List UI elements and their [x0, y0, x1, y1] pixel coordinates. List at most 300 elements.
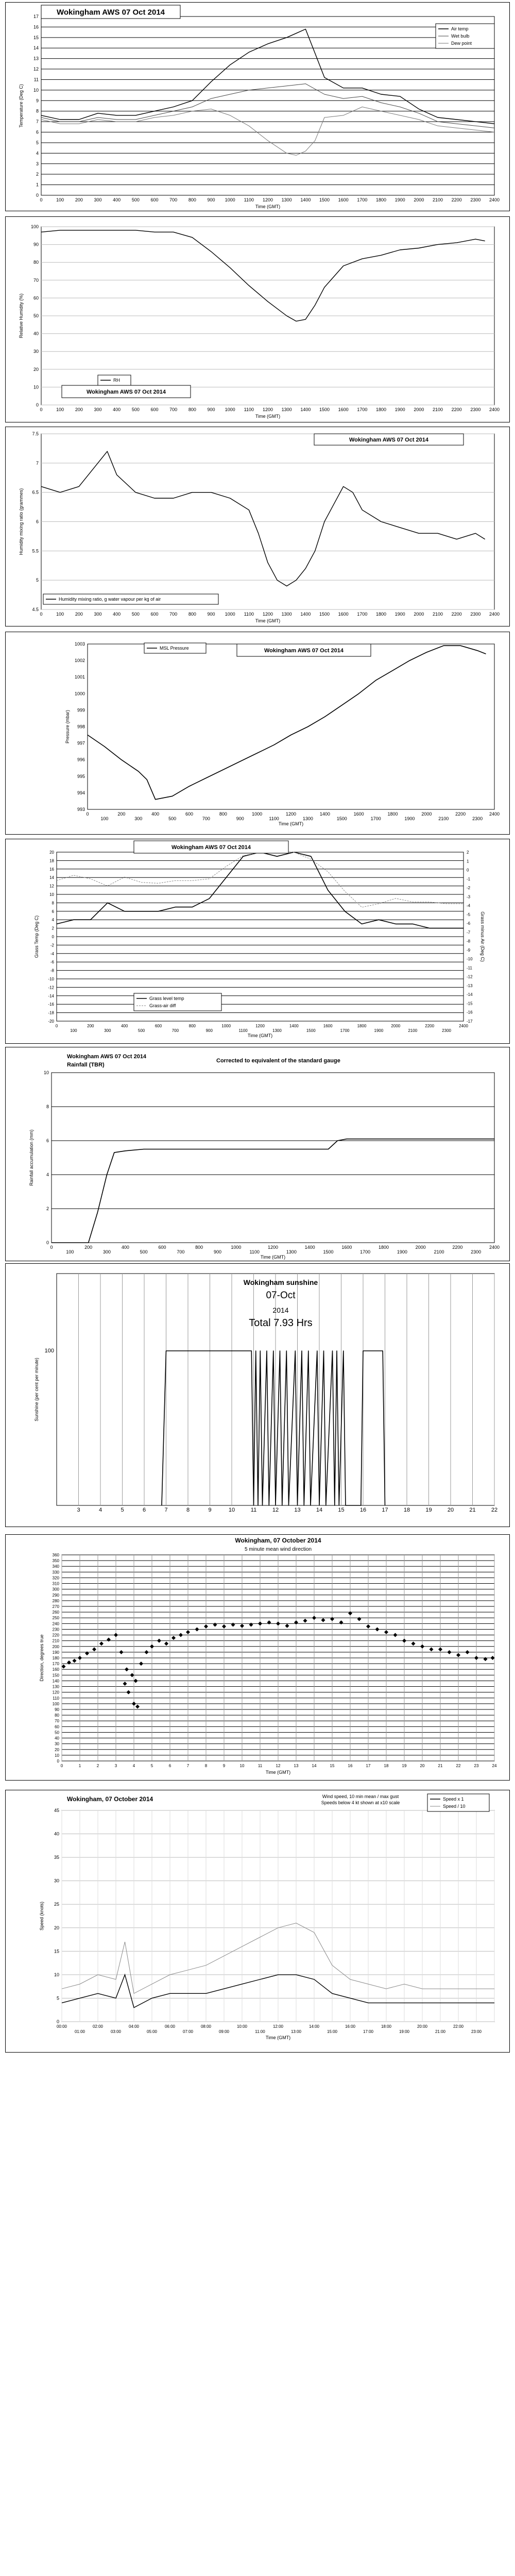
x-tick-label: 200 [75, 197, 83, 202]
y2-tick-label: -1 [467, 876, 471, 882]
chart-title: Wokingham, 07 October 2014 [67, 1795, 153, 1803]
x-tick-label: 2300 [442, 1028, 451, 1033]
y-tick-label: 20 [54, 1925, 59, 1930]
y-tick-label: 16 [49, 867, 54, 872]
chart-rainfall [5, 1047, 510, 1261]
x-tick-label: 1900 [397, 1249, 407, 1255]
y-tick-label: 210 [52, 1638, 59, 1643]
y2-tick-label: -9 [467, 947, 471, 953]
y-tick-label: 0 [52, 935, 54, 939]
legend-label: Grass-air diff [149, 1003, 176, 1008]
x-tick-label: 2100 [432, 197, 443, 202]
x-tick-label: 2000 [391, 1024, 401, 1028]
y-tick-label: 50 [55, 1730, 59, 1735]
y-axis-label: Rainfall accumulation (mm) [29, 1129, 34, 1186]
y-tick-label: 25 [54, 1902, 59, 1907]
x-tick-label: 7 [164, 1507, 168, 1513]
x-tick-label: 800 [188, 407, 196, 412]
y-tick-label: 80 [55, 1713, 59, 1718]
x-tick-label: 400 [113, 612, 121, 617]
y-tick-label: 1 [36, 182, 39, 188]
y-tick-label: 0 [56, 2019, 59, 2024]
x-tick-label: 18 [403, 1507, 410, 1513]
x-tick-label: 0 [40, 197, 43, 202]
y-tick-label: 12 [49, 884, 54, 889]
x-tick-label: 11 [258, 1764, 263, 1768]
x-tick-label: 100 [56, 612, 64, 617]
y-tick-label: 140 [52, 1679, 59, 1684]
y2-tick-label: -7 [467, 930, 471, 935]
y-tick-label: 1000 [74, 691, 85, 697]
y2-tick-label: -6 [467, 921, 471, 926]
x-tick-label: 1100 [269, 816, 279, 821]
x-tick-label: 2100 [432, 407, 443, 412]
y2-tick-label: -12 [467, 974, 473, 979]
x-tick-label: 600 [158, 1245, 166, 1250]
x-tick-label: 1300 [281, 407, 292, 412]
x-tick-label: 4 [98, 1507, 102, 1513]
x-tick-label: 1800 [375, 197, 387, 202]
x-tick-label: 14 [312, 1764, 317, 1768]
x-tick-label: 1500 [319, 612, 330, 617]
y-tick-label: -2 [50, 943, 54, 948]
y-tick-label: 250 [52, 1616, 59, 1621]
y-tick-label: 994 [77, 790, 85, 795]
chart-sunshine [5, 1263, 510, 1527]
x-tick-label: 1900 [394, 197, 405, 202]
x-axis-label: Time (GMT) [255, 204, 281, 209]
x-tick-label: 1700 [357, 612, 368, 617]
legend-label: Wet bulb [451, 33, 470, 39]
x-tick-label: 600 [154, 1024, 162, 1028]
x-tick-label: 2000 [414, 407, 424, 412]
x-tick-label: 1900 [394, 407, 405, 412]
x-tick-label: 0 [86, 811, 89, 817]
y-tick-label: 360 [52, 1553, 59, 1557]
x-tick-label: 17 [382, 1507, 388, 1513]
y2-tick-label: 1 [467, 859, 469, 864]
x-tick-label: 1300 [281, 612, 292, 617]
x-tick-label: 2 [96, 1764, 99, 1768]
legend-label: Speed x 1 [443, 1797, 464, 1802]
chart-humidity [5, 216, 510, 422]
y-tick-label: 8 [46, 1104, 49, 1109]
y-tick-label: 9 [36, 98, 39, 104]
x-tick-label: 200 [117, 811, 126, 817]
chart-title: Wokingham AWS 07 Oct 2014 [264, 647, 344, 654]
x-tick-label: 1500 [336, 816, 347, 821]
x-tick-label: 1800 [378, 1245, 389, 1250]
x-tick-label: 1000 [221, 1024, 231, 1028]
y-tick-label: 1003 [74, 641, 85, 647]
x-tick-label: 500 [131, 407, 140, 412]
y-tick-label: 80 [33, 260, 39, 265]
y-tick-label: -12 [48, 985, 54, 990]
x-tick-label: 1200 [267, 1245, 279, 1250]
x-tick-label: 1200 [262, 612, 273, 617]
x-tick-label: 4 [132, 1764, 135, 1768]
x-tick-label: 20 [447, 1507, 454, 1513]
x-tick-label: 400 [151, 811, 160, 817]
chart-year: 2014 [272, 1306, 289, 1314]
x-tick-label: 2200 [451, 197, 462, 202]
x-tick-label: 100 [100, 816, 109, 821]
x-tick-label: 16 [348, 1764, 353, 1768]
y-tick-label: 45 [54, 1808, 59, 1813]
x-tick-label: 21 [469, 1507, 476, 1513]
y-tick-label: 10 [49, 892, 54, 897]
x-tick-label: 5 [150, 1764, 153, 1768]
y-tick-label: 10 [55, 1753, 59, 1758]
x-tick-label: 1500 [319, 407, 330, 412]
y-tick-label: 130 [52, 1684, 59, 1689]
x-tick-label: 12 [272, 1507, 279, 1513]
y2-tick-label: -8 [467, 939, 471, 944]
y-tick-label: 60 [55, 1724, 59, 1730]
x-tick-label: 800 [188, 612, 196, 617]
x-tick-label: 500 [140, 1249, 148, 1255]
x-tick-label: 1300 [281, 197, 292, 202]
x-tick-label: 1700 [370, 816, 381, 821]
chart-pressure [5, 632, 510, 835]
x-tick-label: 14:00 [308, 2024, 320, 2029]
x-tick-label: 2200 [455, 811, 466, 817]
y-tick-label: 999 [77, 707, 85, 713]
x-tick-label: 200 [75, 612, 83, 617]
y2-tick-label: 2 [467, 850, 469, 855]
chart-title: Wokingham AWS 07 Oct 2014 [171, 844, 251, 851]
x-tick-label: 500 [138, 1028, 145, 1033]
legend-label: MSL Pressure [160, 646, 189, 651]
x-tick-label: 2100 [434, 1249, 444, 1255]
y-tick-label: 100 [30, 224, 39, 229]
y-tick-label: 320 [52, 1575, 59, 1581]
y-tick-label: 5 [36, 578, 39, 583]
y-tick-label: 120 [52, 1690, 59, 1695]
x-tick-label: 6 [142, 1507, 146, 1513]
x-tick-label: 14 [316, 1507, 323, 1513]
x-tick-label: 1500 [306, 1028, 316, 1033]
y-tick-label: 2 [36, 172, 39, 177]
x-axis-label: Time (GMT) [278, 821, 304, 826]
x-tick-label: 600 [150, 612, 159, 617]
y-tick-label: 110 [53, 1696, 59, 1701]
y-tick-label: -18 [48, 1010, 54, 1015]
y-tick-label: 180 [52, 1656, 59, 1660]
x-tick-label: 100 [56, 407, 64, 412]
y2-axis-label: Grass minus Air (Deg C) [480, 911, 485, 962]
x-tick-label: 1800 [375, 407, 387, 412]
plot-area [52, 1073, 494, 1243]
y-tick-label: 1002 [74, 658, 85, 664]
x-tick-label: 12 [276, 1764, 281, 1768]
x-tick-label: 18:00 [381, 2024, 392, 2029]
x-tick-label: 1100 [244, 197, 254, 202]
y-tick-label: 20 [49, 850, 54, 855]
x-tick-label: 1200 [262, 407, 273, 412]
x-tick-label: 10 [228, 1507, 235, 1513]
x-tick-label: 18 [384, 1764, 389, 1768]
x-tick-label: 1400 [300, 612, 311, 617]
y-tick-label: 200 [52, 1644, 59, 1649]
x-tick-label: 8 [204, 1764, 208, 1768]
x-tick-label: 300 [134, 816, 143, 821]
y2-tick-label: -4 [467, 903, 471, 908]
x-tick-label: 1100 [238, 1028, 248, 1033]
y-tick-label: 3 [36, 161, 39, 166]
x-tick-label: 200 [84, 1245, 93, 1250]
x-tick-label: 1200 [285, 811, 297, 817]
x-tick-label: 500 [131, 197, 140, 202]
sunshine-total: Total 7.93 Hrs [249, 1317, 313, 1329]
x-tick-label: 2300 [470, 612, 481, 617]
panel-humidity [5, 216, 510, 422]
y-tick-label: 995 [77, 773, 85, 779]
y-tick-label: 60 [33, 295, 39, 301]
y-tick-label: 2 [52, 926, 54, 931]
y-tick-label: 998 [77, 724, 85, 730]
x-tick-label: 1000 [252, 811, 263, 817]
y2-tick-label: -14 [467, 992, 473, 997]
x-tick-label: 20:00 [417, 2024, 428, 2029]
y-axis-label: Direction, degrees true [39, 1634, 44, 1682]
x-tick-label: 800 [188, 1024, 196, 1028]
x-tick-label: 1300 [286, 1249, 297, 1255]
x-tick-label: 1700 [357, 197, 368, 202]
x-tick-label: 9 [208, 1507, 212, 1513]
x-tick-label: 2400 [489, 612, 500, 617]
x-tick-label: 400 [121, 1024, 128, 1028]
x-tick-label: 2300 [470, 197, 481, 202]
x-tick-label: 24 [492, 1764, 497, 1768]
chart-note: Speeds below 4 kt shown at x10 scale [321, 1800, 400, 1805]
x-tick-label: 500 [168, 816, 177, 821]
x-tick-label: 1700 [360, 1249, 371, 1255]
chart-title: Wokingham AWS 07 Oct 2014 [67, 1054, 147, 1060]
x-tick-label: 1300 [272, 1028, 282, 1033]
x-tick-label: 04:00 [128, 2024, 140, 2029]
x-tick-label: 1300 [302, 816, 313, 821]
chart-title: Wokingham sunshine [243, 1278, 318, 1286]
x-tick-label: 700 [169, 612, 178, 617]
y-tick-label: 14 [33, 45, 39, 51]
y-tick-label: 1001 [74, 674, 85, 680]
x-tick-label: 2400 [489, 407, 500, 412]
x-tick-label: 400 [121, 1245, 129, 1250]
y-axis-label: Grass Temp (Deg C) [34, 915, 39, 958]
y-tick-label: 10 [54, 1972, 59, 1977]
chart-subtitle: 5 minute mean wind direction [244, 1547, 312, 1552]
x-tick-label: 1400 [304, 1245, 315, 1250]
x-tick-label: 2200 [425, 1024, 435, 1028]
x-tick-label: 900 [205, 1028, 213, 1033]
panel-grass [5, 839, 510, 1044]
x-tick-label: 23 [474, 1764, 479, 1768]
x-tick-label: 20 [420, 1764, 425, 1768]
y-tick-label: 70 [33, 277, 39, 283]
x-tick-label: 2400 [489, 811, 500, 817]
y-tick-label: -4 [50, 951, 54, 956]
x-tick-label: 800 [195, 1245, 203, 1250]
y-tick-label: 2 [46, 1206, 49, 1211]
x-tick-label: 1000 [225, 612, 235, 617]
x-tick-label: 2300 [471, 1249, 482, 1255]
y-tick-label: 0 [46, 1240, 49, 1245]
x-tick-label: 2100 [438, 816, 449, 821]
y-tick-label: 5.5 [32, 548, 39, 554]
y-tick-label: 340 [52, 1564, 59, 1569]
x-tick-label: 400 [113, 197, 121, 202]
x-tick-label: 900 [207, 612, 215, 617]
y-tick-label: 100 [44, 1348, 54, 1354]
x-tick-label: 700 [177, 1249, 185, 1255]
y-tick-label: 6 [36, 519, 39, 524]
x-tick-label: 1000 [231, 1245, 242, 1250]
y-tick-label: 11 [33, 77, 39, 82]
x-tick-label: 800 [188, 197, 196, 202]
x-tick-label: 1800 [375, 612, 387, 617]
x-tick-label: 1900 [394, 612, 405, 617]
x-tick-label: 0 [40, 612, 43, 617]
x-tick-label: 0 [50, 1245, 53, 1250]
y-tick-label: 4 [46, 1172, 49, 1177]
y-tick-label: 15 [33, 35, 39, 40]
x-tick-label: 1200 [255, 1024, 265, 1028]
x-tick-label: 17 [366, 1764, 371, 1768]
x-tick-label: 15 [330, 1764, 335, 1768]
x-tick-label: 13:00 [290, 2029, 302, 2034]
x-tick-label: 19 [402, 1764, 407, 1768]
y-tick-label: 15 [54, 1948, 59, 1954]
x-tick-label: 19:00 [399, 2029, 410, 2034]
y-tick-label: 310 [52, 1581, 59, 1586]
x-tick-label: 2300 [472, 816, 483, 821]
x-tick-label: 22 [491, 1507, 498, 1513]
legend-label: Humidity mixing ratio, g water vapour per kg of air [59, 597, 161, 602]
x-tick-label: 1600 [338, 197, 349, 202]
x-tick-label: 300 [94, 407, 102, 412]
x-tick-label: 1800 [357, 1024, 367, 1028]
panel-pressure [5, 632, 510, 835]
y-tick-label: 40 [33, 331, 39, 336]
x-tick-label: 1600 [323, 1024, 333, 1028]
x-tick-label: 0 [40, 407, 43, 412]
y-tick-label: -8 [50, 968, 54, 973]
x-tick-label: 900 [207, 407, 215, 412]
x-tick-label: 900 [207, 197, 215, 202]
y-tick-label: 270 [52, 1604, 59, 1609]
y-axis-label: Relative Humidity (%) [19, 293, 24, 338]
y2-tick-label: -15 [467, 1001, 473, 1006]
x-tick-label: 13 [294, 1507, 301, 1513]
x-tick-label: 1100 [249, 1249, 260, 1255]
x-axis-label: Time (GMT) [247, 1033, 273, 1038]
x-tick-label: 2000 [414, 197, 424, 202]
y-tick-label: 12 [33, 66, 39, 72]
x-tick-label: 200 [75, 407, 83, 412]
y-tick-label: 50 [33, 313, 39, 318]
y-tick-label: 30 [55, 1741, 59, 1747]
chart-temperature [5, 2, 510, 211]
chart-subtitle: 07-Oct [266, 1290, 296, 1301]
y-tick-label: 14 [49, 875, 54, 880]
y-tick-label: -14 [48, 993, 54, 998]
x-tick-label: 06:00 [164, 2024, 176, 2029]
x-tick-label: 1400 [300, 407, 311, 412]
y2-tick-label: -17 [467, 1019, 473, 1024]
y2-tick-label: -13 [467, 983, 473, 988]
y-tick-label: 6.5 [32, 489, 39, 495]
legend-label: RH [113, 378, 120, 383]
x-tick-label: 2400 [489, 1245, 500, 1250]
y-tick-label: -16 [48, 1002, 54, 1007]
y-tick-label: 100 [52, 1701, 59, 1706]
panel-temperature [5, 2, 510, 211]
x-tick-label: 01:00 [74, 2029, 85, 2034]
x-tick-label: 8 [186, 1507, 190, 1513]
y-tick-label: 300 [52, 1587, 59, 1592]
y-tick-label: 17 [33, 14, 39, 19]
x-tick-label: 3 [114, 1764, 117, 1768]
y-axis-label: Temperature (Deg C) [19, 84, 24, 128]
x-tick-label: 6 [168, 1764, 171, 1768]
y-tick-label: 997 [77, 740, 85, 746]
x-tick-label: 1500 [319, 197, 330, 202]
x-tick-label: 15:00 [327, 2029, 338, 2034]
x-axis-label: Time (GMT) [265, 1770, 291, 1775]
y-tick-label: 30 [54, 1878, 59, 1884]
y-tick-label: 190 [52, 1650, 59, 1655]
panel-rainfall [5, 1047, 510, 1261]
x-tick-label: 1800 [387, 811, 398, 817]
chart-mixing-ratio [5, 427, 510, 626]
y-tick-label: 5 [56, 1995, 59, 2001]
y-axis-label: Sunshine (per cent per minute) [34, 1358, 39, 1421]
x-tick-label: 700 [169, 407, 178, 412]
x-tick-label: 21 [438, 1764, 443, 1768]
chart-title: Wokingham AWS 07 Oct 2014 [349, 436, 429, 443]
x-tick-label: 10:00 [236, 2024, 248, 2029]
x-tick-label: 22 [456, 1764, 461, 1768]
legend-label: Speed / 10 [443, 1804, 466, 1809]
y-tick-label: 170 [52, 1662, 59, 1667]
y-tick-label: 280 [52, 1598, 59, 1603]
y-tick-label: -10 [48, 977, 54, 981]
y-tick-label: 4.5 [32, 607, 39, 612]
x-tick-label: 05:00 [146, 2029, 158, 2034]
x-tick-label: 0 [60, 1764, 63, 1768]
y-tick-label: 220 [52, 1633, 59, 1638]
x-tick-label: 2400 [459, 1024, 468, 1028]
y-tick-label: 290 [52, 1592, 59, 1598]
y-tick-label: 18 [49, 858, 54, 863]
x-tick-label: 400 [113, 407, 121, 412]
plot-area [41, 16, 494, 195]
y-tick-label: -20 [48, 1019, 54, 1024]
chart-grass [5, 839, 510, 1044]
y-tick-label: 40 [54, 1831, 59, 1837]
y2-tick-label: 0 [467, 868, 469, 873]
x-tick-label: 19 [425, 1507, 432, 1513]
x-tick-label: 1600 [338, 612, 349, 617]
x-axis-label: Time (GMT) [260, 1255, 286, 1260]
panel-wind-direction [5, 1534, 510, 1781]
y-axis-label: Humidity mixing ratio (grammes) [19, 488, 24, 555]
x-tick-label: 2300 [470, 407, 481, 412]
x-tick-label: 2000 [415, 1245, 426, 1250]
x-tick-label: 1 [78, 1764, 81, 1768]
y-tick-label: 8 [36, 108, 39, 114]
